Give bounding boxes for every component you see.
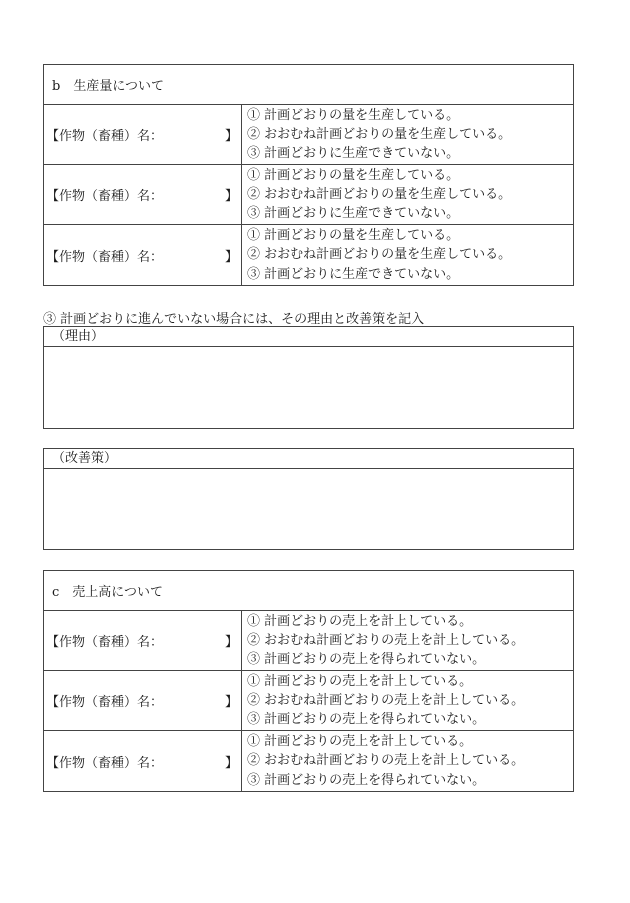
option-3[interactable]: ③ 計画どおりに生産できていない。 <box>247 206 460 221</box>
option-3[interactable]: ③ 計画どおりの売上を得られていない。 <box>247 712 486 727</box>
table-row <box>44 611 573 671</box>
crop-name-label: 【作物（畜種）名： <box>46 635 164 650</box>
option-3[interactable]: ③ 計画どおりに生産できていない。 <box>247 266 460 282</box>
reason-label: （理由） <box>44 327 573 347</box>
option-3[interactable]: ③ 計画どおりの売上を得られていない。 <box>247 652 486 667</box>
reason-textarea[interactable] <box>44 347 573 429</box>
section-b-title: b 生産量について <box>44 65 573 105</box>
table-row <box>44 671 573 731</box>
improvement-label: （改善策） <box>44 449 573 469</box>
table-row <box>44 225 573 285</box>
crop-name-bracket: 】 <box>224 755 238 771</box>
status-options <box>242 165 573 224</box>
crop-name-bracket: 】 <box>224 635 238 650</box>
crop-name-bracket: 】 <box>224 129 238 144</box>
option-2[interactable]: ② おおむね計画どおりの売上を計上している。 <box>247 633 525 648</box>
crop-name-label: 【作物（畜種）名： <box>46 129 164 144</box>
section-c-title: c 売上高について <box>44 571 573 611</box>
option-2[interactable]: ② おおむね計画どおりの量を生産している。 <box>247 127 512 142</box>
table-row <box>44 731 573 791</box>
status-options <box>242 611 573 670</box>
option-2[interactable]: ② おおむね計画どおりの売上を計上している。 <box>247 693 525 708</box>
option-1[interactable]: ① 計画どおりの量を生産している。 <box>247 108 460 123</box>
status-options <box>242 731 573 791</box>
improvement-box <box>43 448 574 550</box>
option-2[interactable]: ② おおむね計画どおりの量を生産している。 <box>247 247 512 263</box>
status-options <box>242 225 573 285</box>
crop-name-label: 【作物（畜種）名： <box>46 189 164 204</box>
table-row <box>44 105 573 165</box>
option-1[interactable]: ① 計画どおりの売上を計上している。 <box>247 674 473 689</box>
option-3[interactable]: ③ 計画どおりの売上を得られていない。 <box>247 772 486 788</box>
crop-name-bracket: 】 <box>224 189 238 204</box>
option-1[interactable]: ① 計画どおりの量を生産している。 <box>247 168 460 183</box>
option-1[interactable]: ① 計画どおりの売上を計上している。 <box>247 614 473 629</box>
crop-name-field[interactable] <box>44 105 242 164</box>
option-2[interactable]: ② おおむね計画どおりの量を生産している。 <box>247 187 512 202</box>
sales-table <box>43 570 574 792</box>
crop-name-label: 【作物（畜種）名： <box>46 249 164 265</box>
option-1[interactable]: ① 計画どおりの売上を計上している。 <box>247 734 473 750</box>
crop-name-field[interactable] <box>44 611 242 670</box>
crop-name-field[interactable] <box>44 165 242 224</box>
status-options <box>242 671 573 730</box>
crop-name-field[interactable] <box>44 671 242 730</box>
crop-name-label: 【作物（畜種）名： <box>46 755 164 771</box>
option-2[interactable]: ② おおむね計画どおりの売上を計上している。 <box>247 753 525 769</box>
item-3-heading: ③ 計画どおりに進んでいない場合には、その理由と改善策を記入 <box>43 312 425 327</box>
option-1[interactable]: ① 計画どおりの量を生産している。 <box>247 228 460 244</box>
crop-name-field[interactable] <box>44 225 242 285</box>
production-volume-table <box>43 64 574 286</box>
table-row <box>44 165 573 225</box>
option-3[interactable]: ③ 計画どおりに生産できていない。 <box>247 146 460 161</box>
reason-box <box>43 326 574 429</box>
crop-name-bracket: 】 <box>224 695 238 710</box>
crop-name-field[interactable] <box>44 731 242 791</box>
improvement-textarea[interactable] <box>44 469 573 550</box>
crop-name-bracket: 】 <box>224 249 238 265</box>
crop-name-label: 【作物（畜種）名： <box>46 695 164 710</box>
status-options <box>242 105 573 164</box>
